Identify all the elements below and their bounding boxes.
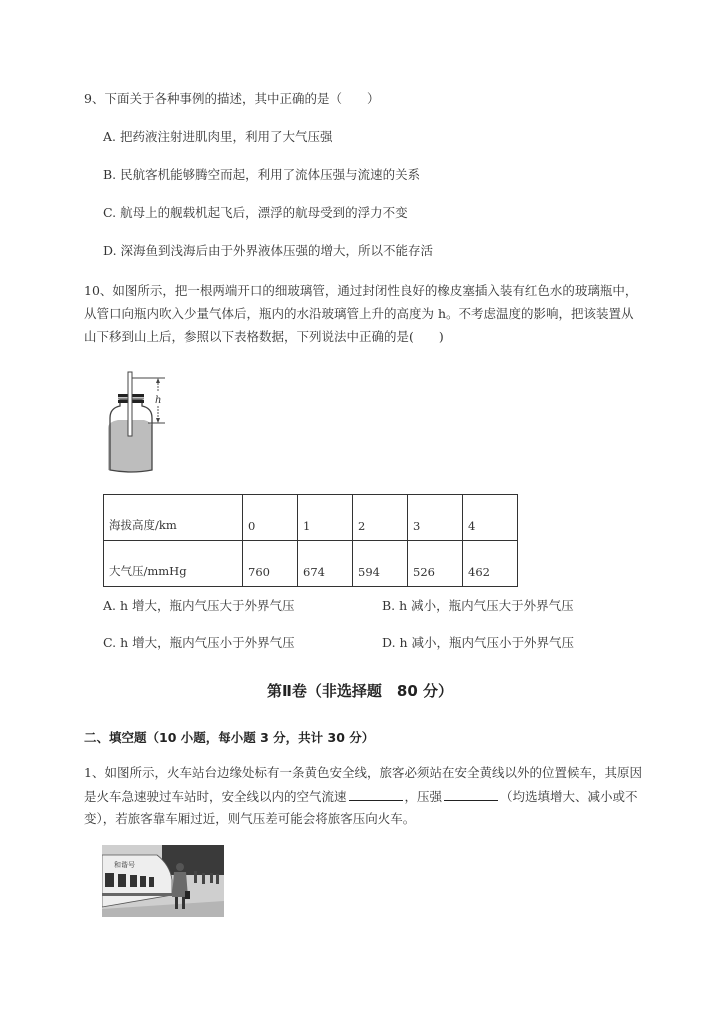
- fill1-line-3: 变），若旅客靠车厢过近，则气压差可能会将旅客压向火车。: [84, 811, 416, 826]
- q10-stem-line-2: 从管口向瓶内吹入少量气体后，瓶内的水沿玻璃管上升的高度为 h。不考虑温度的影响，把该装置从: [84, 306, 634, 321]
- table-cell: 526: [408, 541, 463, 587]
- table-row: [104, 541, 518, 587]
- table-cell: 594: [353, 541, 408, 587]
- table-row: [104, 495, 518, 541]
- fill1-line-2-part-b: ，压强: [404, 789, 443, 804]
- table-cell: 674: [298, 541, 353, 587]
- table-header-altitude: 海拔高度/km: [104, 495, 243, 541]
- q10-option-c: C. h 增大，瓶内气压小于外界气压: [103, 635, 295, 650]
- fill1-line-2-part-a: 是火车急速驶过车站时，安全线以内的空气流速: [84, 789, 347, 804]
- q10-option-a: A. h 增大，瓶内气压大于外界气压: [103, 598, 295, 613]
- fill1-line-2-part-c: （均选填增大、减小或不: [500, 789, 638, 804]
- answer-blank-flow-speed[interactable]: [349, 788, 403, 801]
- train-station-photo: [102, 845, 224, 917]
- h-label: h: [155, 395, 162, 406]
- bottle-diagram-icon: [100, 370, 200, 480]
- bottle-tube-figure: [100, 370, 200, 480]
- q9-stem: 9、下面关于各种事例的描述，其中正确的是（ ）: [84, 91, 380, 106]
- fill1-line-1: 1、如图所示，火车站台边缘处标有一条黄色安全线，旅客必须站在安全黄线以外的位置候车，其原因: [84, 765, 642, 780]
- svg-text:和谐号: 和谐号: [114, 861, 135, 869]
- table-cell: 2: [353, 495, 408, 541]
- q9-option-d: D. 深海鱼到浅海后由于外界液体压强的增大，所以不能存活: [103, 243, 434, 258]
- fill1-line-2: [84, 788, 638, 805]
- section-subtitle: 二、填空题（10 小题，每小题 3 分，共计 30 分）: [84, 730, 375, 745]
- q10-stem-line-1: 10、如图所示，把一根两端开口的细玻璃管，通过封闭性良好的橡皮塞插入装有红色水的玻璃瓶中，: [84, 283, 638, 298]
- table-cell: 1: [298, 495, 353, 541]
- section-title: 第Ⅱ卷（非选择题 80 分）: [267, 682, 453, 700]
- q10-option-b: B. h 减小，瓶内气压大于外界气压: [382, 598, 574, 613]
- table-header-pressure: 大气压/mmHg: [104, 541, 243, 587]
- answer-blank-pressure[interactable]: [444, 788, 498, 801]
- q10-option-d: D. h 减小，瓶内气压小于外界气压: [382, 635, 575, 650]
- q9-option-c: C. 航母上的舰载机起飞后，漂浮的航母受到的浮力不变: [103, 205, 408, 220]
- q9-option-b: B. 民航客机能够腾空而起，利用了流体压强与流速的关系: [103, 167, 421, 182]
- table-cell: 462: [463, 541, 518, 587]
- table-cell: 760: [243, 541, 298, 587]
- table-cell: 0: [243, 495, 298, 541]
- altitude-pressure-table: [103, 494, 518, 587]
- q9-option-a: A. 把药液注射进肌肉里，利用了大气压强: [103, 129, 333, 144]
- q10-stem-line-3: 山下移到山上后，参照以下表格数据，下列说法中正确的是( ): [84, 329, 444, 344]
- table-cell: 3: [408, 495, 463, 541]
- train-platform-image-icon: [102, 845, 224, 917]
- table-cell: 4: [463, 495, 518, 541]
